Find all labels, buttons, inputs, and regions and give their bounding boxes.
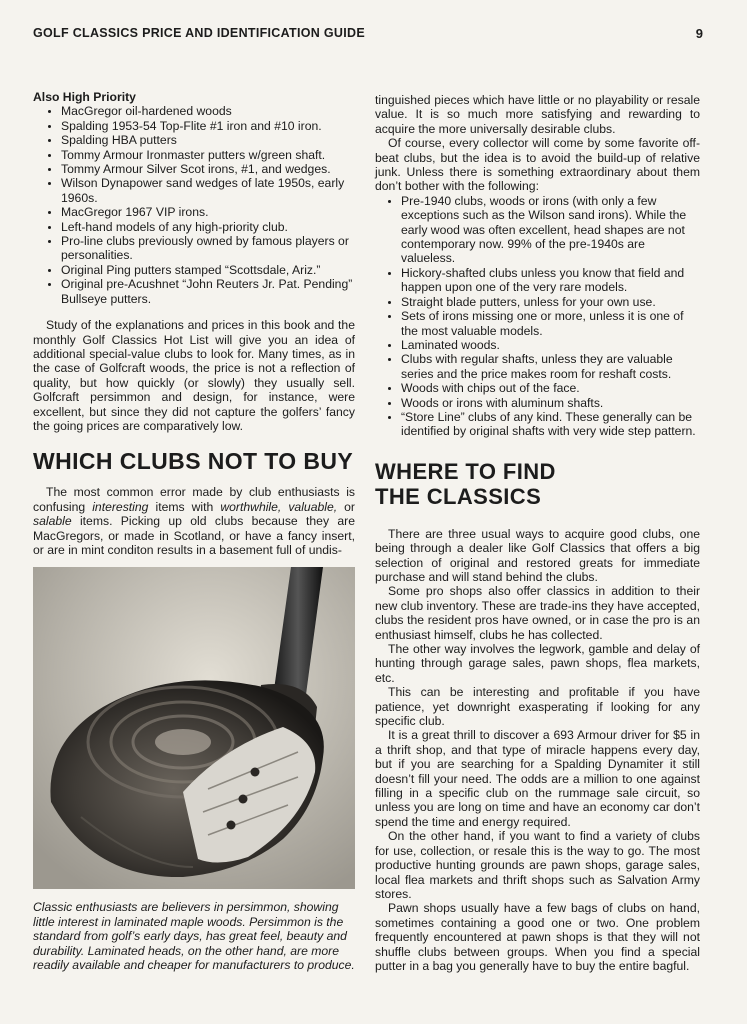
body-paragraph: This can be interesting and profitable if you have patience, yet downright exasperating if looking for any specific club. (375, 685, 700, 729)
body-paragraph: It is a great thrill to discover a 693 Armour driver for $5 in a thrift shop, and that type of miracle happens every day, but if you are searching for a Spalding Dynamiter it still doesn’t fill your need. The odds are a million to one against filling in a specific club on the rummage sale circuit, so unless you are long on time and have an economy car don’t spend the time and energy required. (375, 728, 700, 829)
list-item: • Tommy Armour Ironmaster putters w/green shaft. (61, 148, 355, 162)
emphasis: interesting (92, 499, 149, 514)
list-item: • MacGregor oil-hardened woods (61, 104, 355, 118)
list-item: • Spalding HBA putters (61, 133, 355, 147)
list-item: • Woods with chips out of the face. (401, 381, 700, 395)
subhead-also-high-priority: Also High Priority (33, 90, 136, 104)
right-column (375, 93, 700, 973)
section-heading-not-to-buy: WHICH CLUBS NOT TO BUY (33, 448, 354, 475)
body-paragraph: Some pro shops also offer classics in addition to their new club inventory. These are trade-ins they have accepted, clubs the resident pros have owned, or in case the pro is an enthusiast himself, clubs he has collected. (375, 584, 700, 642)
wood-grain-center (155, 729, 211, 755)
priority-list (33, 104, 355, 306)
list-item: • Tommy Armour Silver Scot irons, #1, and wedges. (61, 162, 355, 176)
face-screw (251, 768, 260, 777)
text-run: The most common error made by club enthusiasts is confusing (33, 485, 355, 514)
list-item: • Pre-1940 clubs, woods or irons (with only a few exceptions such as the Wilson sand irons). While the early wood was often excellent, head shapes are not contemporary now. 99% of the pre-1940s are valueless. (401, 194, 700, 266)
list-item: • Wilson Dynapower sand wedges of late 1950s, early 1960s. (61, 176, 355, 205)
list-item: • Straight blade putters, unless for your own use. (401, 295, 700, 309)
list-item: • Clubs with regular shafts, unless they are valuable series and the price makes room for reshaft costs. (401, 352, 700, 381)
photo-caption: Classic enthusiasts are believers in persimmon, showing little interest in laminated maple woods. Persimmon is the standard from golf’s early days, has great feel, beauty and durability. Laminated heads, on the other hand, are more readily available and cheaper for manufacturers to produce. (33, 900, 355, 973)
text-run: items. Picking up old clubs because they are MacGregors, or made in Scotland, or have a fancy insert, or are in mint conditon results in a basement full of undis- (33, 514, 355, 557)
section-heading-where-to-find (375, 459, 700, 509)
list-item: • Pro-line clubs previously owned by famous players or personalities. (61, 234, 355, 263)
body-paragraph: Pawn shops usually have a few bags of clubs on hand, sometimes containing a good one or two. One problem frequently encountered at pawn shops is that they will not shuffle clubs between groups. When you find a special putter in a bag you generally have to buy the entire bagful. (375, 901, 700, 973)
persimmon-driver-photo (33, 567, 355, 889)
body-paragraph: The other way involves the legwork, gamble and delay of hunting through garage sales, pawn shops, flea markets, etc. (375, 642, 700, 685)
list-item: • Spalding 1953-54 Top-Flite #1 iron and #10 iron. (61, 119, 355, 133)
error-paragraph (33, 485, 355, 557)
page-number: 9 (695, 26, 703, 41)
spacer (33, 306, 355, 318)
face-screw (227, 821, 236, 830)
continued-paragraph: tinguished pieces which have little or no playability or resale value. It is so much more satisfying and rewarding to acquire the more universally desirable clubs. (375, 93, 700, 136)
text-run: or (337, 499, 355, 514)
heading-line: WHERE TO FIND (375, 458, 556, 484)
emphasis: worthwhile, valuable, (220, 499, 338, 514)
list-item: • Original pre-Acushnet “John Reuters Jr. Pat. Pending” Bullseye putters. (61, 277, 355, 306)
study-paragraph: Study of the explanations and prices in this book and the monthly Golf Classics Hot List will give you an idea of additional special-value clubs to look for. Many times, as in the case of Golfcraft woods, the price is not a reflection of quality, but how quickly (or slowly) they usually sell. Golfcraft persimmon and design, for instance, were excellent, but since they did not capture the golfers’ fancy the going prices are comparatively low. (33, 318, 355, 433)
list-item: • “Store Line” clubs of any kind. These generally can be identified by original shafts with very wide step pattern. (401, 410, 700, 439)
list-item: • Laminated woods. (401, 338, 700, 352)
list-item: • Sets of irons missing one or more, unless it is one of the most valuable models. (401, 309, 700, 338)
page-header (33, 26, 703, 46)
heading-line: THE CLASSICS (375, 483, 542, 509)
text-run: items with (148, 499, 221, 514)
list-item: • Original Ping putters stamped “Scottsdale, Ariz.” (61, 263, 355, 277)
avoid-list (375, 194, 700, 439)
driver-illustration (33, 567, 355, 889)
running-title: GOLF CLASSICS PRICE AND IDENTIFICATION GUIDE (33, 26, 365, 40)
body-paragraph: There are three usual ways to acquire good clubs, one being through a dealer like Golf Classics that offers a big selection of original and restored greats for immediate purchase and will stand behind the clubs. (375, 526, 700, 584)
list-item: • MacGregor 1967 VIP irons. (61, 205, 355, 219)
face-screw (239, 795, 248, 804)
left-column (33, 90, 355, 557)
list-item: • Woods or irons with aluminum shafts. (401, 396, 700, 410)
emphasis: salable (33, 514, 72, 529)
body-paragraph: On the other hand, if you want to find a variety of clubs for use, collection, or resale this is the way to go. The most productive hunting grounds are pawn shops, garage sales, local flea markets and thrift shops such as Salvation Army stores. (375, 829, 700, 901)
list-item: • Hickory-shafted clubs unless you know that field and happen upon one of the very rare models. (401, 266, 700, 295)
list-item: • Left-hand models of any high-priority club. (61, 220, 355, 234)
offbeat-paragraph: Of course, every collector will come by some favorite off-beat clubs, but the idea is to avoid the build-up of relative junk. Unless there is something extraordinary about them don’t bother with the following: (375, 136, 700, 194)
